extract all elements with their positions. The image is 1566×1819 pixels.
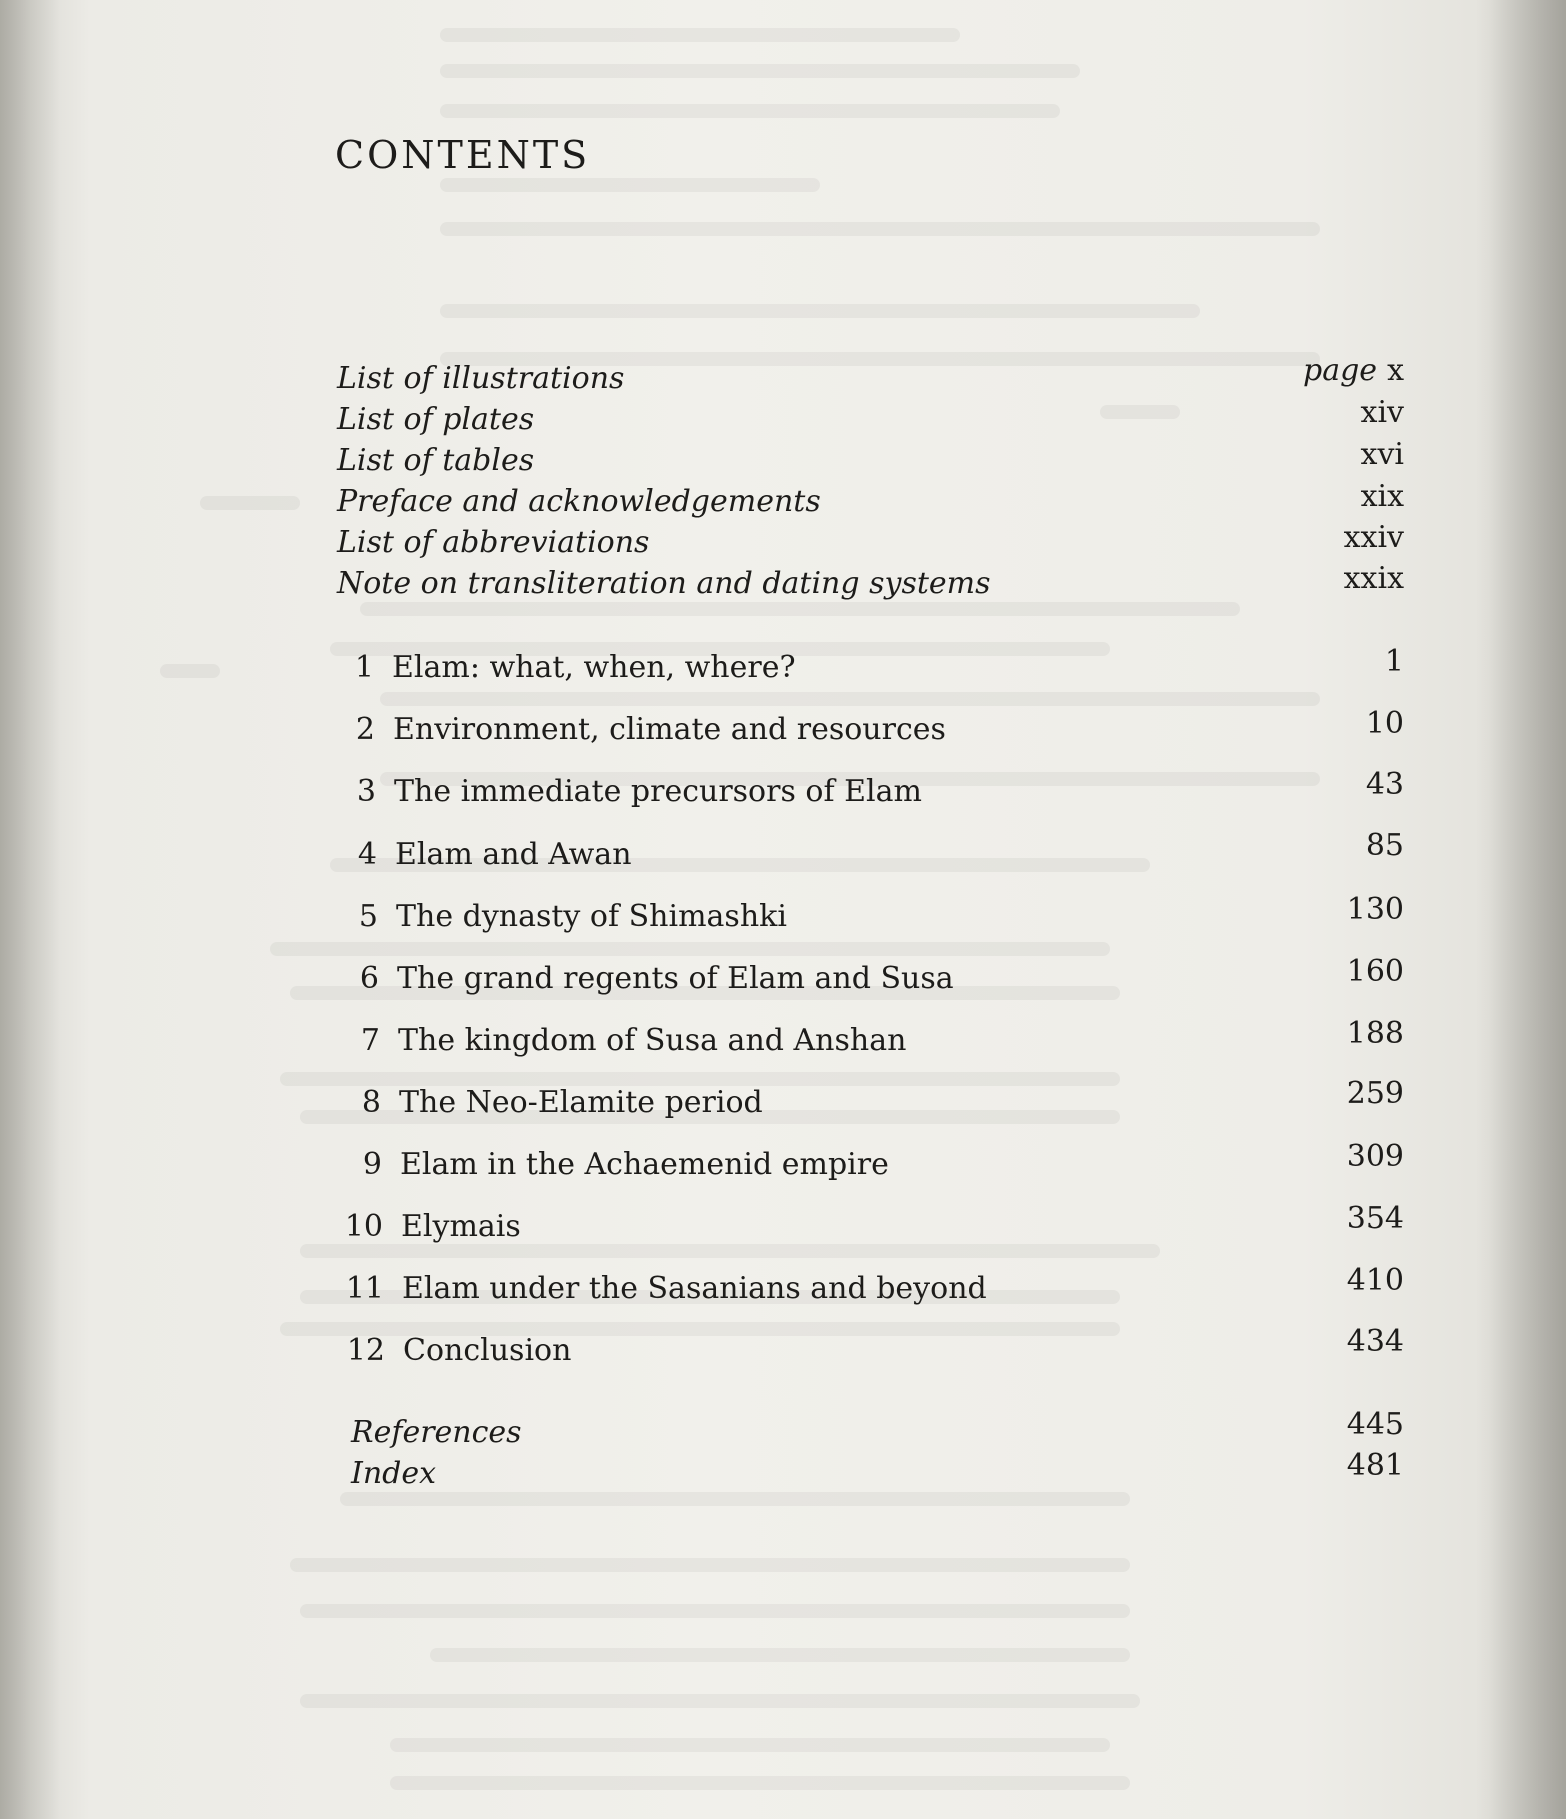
toc-entry-title: Preface and acknowledgements	[337, 484, 821, 519]
chapter-number: 9	[362, 1147, 382, 1182]
toc-chapter-4	[0, 828, 1566, 876]
chapter-number: 11	[345, 1271, 384, 1306]
toc-entry-page: page x	[1303, 353, 1404, 388]
chapter-number: 5	[358, 899, 378, 934]
chapter-number: 6	[359, 961, 379, 996]
toc-entry-references	[0, 1407, 1566, 1454]
toc-entry-page: 445	[1346, 1407, 1404, 1442]
chapter-page: 309	[1346, 1139, 1404, 1174]
chapter-title: Elam in the Achaemenid empire	[400, 1147, 889, 1182]
toc-chapter-2	[0, 706, 1566, 751]
toc-entry-page: 481	[1346, 1448, 1404, 1483]
chapter-number: 7	[360, 1023, 380, 1058]
chapter-title: Conclusion	[403, 1333, 572, 1368]
chapter-number: 3	[356, 774, 376, 809]
toc-chapter-1	[0, 644, 1566, 689]
chapter-page: 130	[1346, 892, 1404, 927]
chapter-title: Elam: what, when, where?	[392, 650, 796, 685]
toc-entry-title: Note on transliteration and dating systems	[337, 566, 991, 601]
chapter-title: Elymais	[401, 1209, 521, 1244]
chapter-number: 1	[354, 650, 374, 685]
toc-entry-plates	[0, 395, 1566, 441]
toc-entry-page: xxiv	[1343, 520, 1404, 555]
toc-entry-title: References	[351, 1415, 522, 1450]
toc-entry-title: Index	[351, 1456, 437, 1491]
toc-entry-title: List of plates	[337, 402, 535, 437]
toc-chapter-10	[0, 1201, 1566, 1248]
chapter-number: 2	[355, 712, 375, 747]
toc-entry-index	[0, 1448, 1566, 1495]
chapter-page: 10	[1365, 706, 1404, 741]
toc-entry-title: List of tables	[337, 443, 535, 478]
chapter-page: 410	[1346, 1263, 1404, 1298]
toc-chapter-12	[0, 1324, 1566, 1372]
toc-entry-page: xiv	[1360, 395, 1404, 430]
toc-entry-transliteration	[0, 563, 1566, 605]
chapter-page: 188	[1346, 1016, 1404, 1051]
chapter-title: The Neo-Elamite period	[399, 1085, 763, 1120]
toc-entry-preface	[0, 481, 1566, 523]
toc-chapter-11	[0, 1263, 1566, 1310]
toc-chapter-3	[0, 767, 1566, 813]
chapter-page: 43	[1365, 767, 1404, 802]
toc-entry-page: xxix	[1343, 561, 1404, 596]
toc-entry-title: List of illustrations	[337, 361, 625, 396]
toc-entry-tables	[0, 437, 1566, 482]
chapter-title: The kingdom of Susa and Anshan	[398, 1023, 907, 1058]
toc-entry-abbreviations	[0, 522, 1566, 564]
toc-entry-title: List of abbreviations	[337, 525, 650, 560]
contents-heading: CONTENTS	[335, 133, 591, 177]
chapter-title: The grand regents of Elam and Susa	[397, 961, 954, 996]
chapter-page: 85	[1365, 828, 1404, 863]
chapter-title: Environment, climate and resources	[393, 712, 946, 747]
page-word: page	[1303, 353, 1378, 388]
chapter-number: 12	[346, 1333, 385, 1368]
toc-chapter-5	[0, 892, 1566, 938]
chapter-number: 10	[344, 1209, 383, 1244]
toc-chapter-9	[0, 1139, 1566, 1186]
chapter-title: Elam under the Sasanians and beyond	[402, 1271, 987, 1306]
chapter-page: 1	[1384, 644, 1404, 679]
chapter-page: 354	[1346, 1201, 1404, 1236]
chapter-page: 434	[1346, 1324, 1404, 1359]
chapter-page: 160	[1346, 954, 1404, 989]
chapter-title: Elam and Awan	[395, 837, 632, 872]
toc-chapter-6	[0, 954, 1566, 1000]
toc-chapter-7	[0, 1016, 1566, 1062]
toc-entry-page: xvi	[1360, 437, 1404, 472]
chapter-page: 259	[1346, 1076, 1404, 1111]
chapter-title: The immediate precursors of Elam	[394, 774, 922, 809]
chapter-title: The dynasty of Shimashki	[396, 899, 787, 934]
toc-entry-page: xix	[1360, 479, 1404, 514]
toc-entry-illustrations	[0, 353, 1566, 400]
chapter-number: 8	[361, 1085, 381, 1120]
chapter-number: 4	[357, 837, 377, 872]
toc-chapter-8	[0, 1076, 1566, 1124]
